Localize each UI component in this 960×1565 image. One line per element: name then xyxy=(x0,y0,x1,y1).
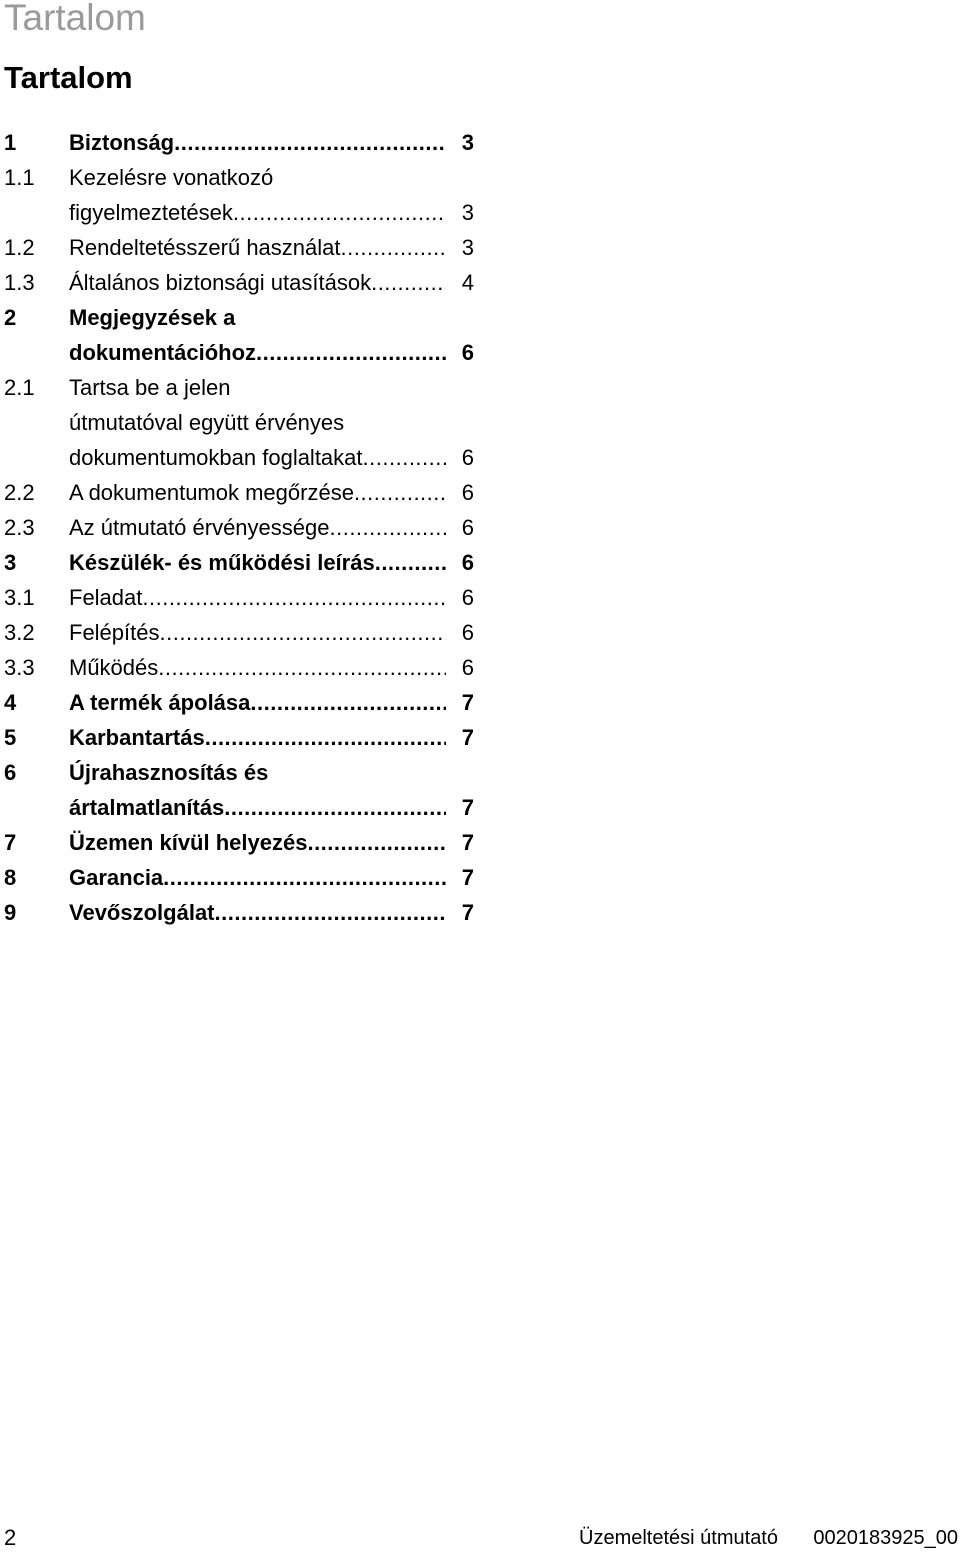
toc-leader-dots xyxy=(205,720,446,755)
toc-leader-dots xyxy=(224,790,446,825)
toc-entry-leader-line xyxy=(69,720,474,755)
toc-entry[interactable] xyxy=(4,895,474,930)
footer-document-title: Üzemeltetési útmutató xyxy=(579,1527,778,1549)
toc-entry-body xyxy=(69,720,474,755)
toc-entry-page: 6 xyxy=(461,550,474,575)
toc-leader-dots xyxy=(250,685,446,720)
footer-document-number: 0020183925_00 xyxy=(813,1527,958,1549)
toc-entry-number: 1 xyxy=(4,130,17,155)
toc-entry-title: Feladat xyxy=(69,585,143,610)
toc-entry-number: 1.3 xyxy=(4,270,35,295)
toc-leader-dots xyxy=(142,580,446,615)
toc-entry-title: Biztonság xyxy=(69,130,175,155)
toc-leader-dots xyxy=(158,650,446,685)
toc-entry-page: 7 xyxy=(461,795,474,820)
toc-leader-dots xyxy=(371,265,446,300)
toc-entry[interactable] xyxy=(4,265,474,300)
toc-entry-number: 2.1 xyxy=(4,375,35,400)
toc-entry-number: 6 xyxy=(4,760,17,785)
toc-entry-body xyxy=(69,265,474,300)
toc-entry-number: 2 xyxy=(4,305,17,330)
toc-entry-title: dokumentumokban foglaltakat xyxy=(69,445,363,470)
toc-entry-number: 2.3 xyxy=(4,515,35,540)
toc-entry-leader-line xyxy=(69,125,474,160)
toc-entry-leader-line xyxy=(69,475,474,510)
toc-entry-number: 3.1 xyxy=(4,585,35,610)
toc-entry-title: Felépítés xyxy=(69,620,160,645)
toc-entry[interactable] xyxy=(4,160,474,230)
toc-entry-leader-line xyxy=(69,545,474,580)
toc-entry-body xyxy=(69,125,474,160)
toc-entry-body xyxy=(69,545,474,580)
toc-entry-title-line: Újrahasznosítás és xyxy=(69,760,269,785)
toc-entry-page: 3 xyxy=(461,235,474,260)
toc-entry-number: 2.2 xyxy=(4,480,35,505)
running-head: Tartalom xyxy=(4,0,146,38)
toc-entry[interactable] xyxy=(4,860,474,895)
footer-page-number: 2 xyxy=(4,1525,17,1550)
toc-entry-page: 6 xyxy=(461,620,474,645)
toc-entry-body xyxy=(69,825,474,860)
toc-entry-number: 5 xyxy=(4,725,17,750)
toc-leader-dots xyxy=(160,615,447,650)
toc-entry[interactable] xyxy=(4,615,474,650)
toc-entry-title: ártalmatlanítás xyxy=(69,795,225,820)
toc-entry-number: 4 xyxy=(4,690,17,715)
toc-entry-title: dokumentációhoz xyxy=(69,340,257,365)
toc-entry-body xyxy=(69,475,474,510)
toc-entry-title: Vevőszolgálat xyxy=(69,900,215,925)
toc-entry-page: 6 xyxy=(461,655,474,680)
toc-entry-page: 7 xyxy=(461,725,474,750)
toc-entry-title: Karbantartás xyxy=(69,725,205,750)
toc-entry[interactable] xyxy=(4,685,474,720)
toc-leader-dots xyxy=(307,825,446,860)
toc-entry-number: 9 xyxy=(4,900,17,925)
toc-entry[interactable] xyxy=(4,755,474,825)
toc-entry-title-line: Tartsa be a jelen xyxy=(69,375,231,400)
toc-leader-dots xyxy=(163,860,446,895)
toc-entry-page: 7 xyxy=(461,830,474,855)
toc-entry-title: A dokumentumok megőrzése xyxy=(69,480,354,505)
toc-entry-leader-line xyxy=(69,825,474,860)
toc-entry-title: A termék ápolása xyxy=(69,690,251,715)
toc-entry-page: 3 xyxy=(461,200,474,225)
toc-leader-dots xyxy=(256,335,446,370)
toc-entry[interactable] xyxy=(4,580,474,615)
toc-entry-page: 6 xyxy=(461,515,474,540)
toc-entry-leader-line xyxy=(69,615,474,650)
toc-entry-body xyxy=(69,230,474,265)
toc-entry-page: 6 xyxy=(461,445,474,470)
toc-entry[interactable] xyxy=(4,475,474,510)
toc-entry-title: Működés xyxy=(69,655,159,680)
toc-entry-body xyxy=(69,580,474,615)
page-footer xyxy=(0,1525,960,1565)
toc-entry-leader-line xyxy=(69,860,474,895)
toc-entry-leader-line xyxy=(69,685,474,720)
toc-entry-title-line: Megjegyzések a xyxy=(69,305,236,330)
toc-entry-body xyxy=(69,370,474,475)
toc-entry-leader-line xyxy=(69,790,474,825)
toc-entry-number: 3 xyxy=(4,550,17,575)
toc-entry-page: 3 xyxy=(461,130,474,155)
toc-entry-title: Rendeltetésszerű használat xyxy=(69,235,341,260)
toc-entry-leader-line xyxy=(69,195,474,230)
page-title: Tartalom xyxy=(4,60,133,95)
toc-leader-dots xyxy=(215,895,446,930)
toc-leader-dots xyxy=(363,440,446,475)
toc-entry[interactable] xyxy=(4,650,474,685)
toc-entry-title: Az útmutató érvényessége xyxy=(69,515,330,540)
toc-entry-leader-line xyxy=(69,650,474,685)
toc-entry[interactable] xyxy=(4,125,474,160)
toc-entry[interactable] xyxy=(4,825,474,860)
toc-leader-dots xyxy=(354,475,446,510)
toc-entry[interactable] xyxy=(4,545,474,580)
toc-entry[interactable] xyxy=(4,370,474,475)
toc-leader-dots xyxy=(174,125,446,160)
toc-entry-title: Üzemen kívül helyezés xyxy=(69,830,308,855)
toc-entry-number: 8 xyxy=(4,865,17,890)
toc-entry-title: Általános biztonsági utasítások xyxy=(69,270,372,295)
toc-entry-page: 7 xyxy=(461,865,474,890)
toc-entry-body xyxy=(69,300,474,370)
toc-entry[interactable] xyxy=(4,230,474,265)
toc-leader-dots xyxy=(329,510,446,545)
toc-entry-number: 3.2 xyxy=(4,620,35,645)
toc-entry-title: figyelmeztetések xyxy=(69,200,233,225)
toc-entry-leader-line xyxy=(69,335,474,370)
toc-entry-number: 7 xyxy=(4,830,17,855)
toc-entry-page: 4 xyxy=(461,270,474,295)
toc-entry-number: 3.3 xyxy=(4,655,35,680)
toc-entry-body xyxy=(69,510,474,545)
toc-entry-leader-line xyxy=(69,580,474,615)
toc-entry[interactable] xyxy=(4,720,474,755)
toc-entry-body xyxy=(69,895,474,930)
toc-entry-page: 6 xyxy=(461,585,474,610)
toc-entry-page: 6 xyxy=(461,480,474,505)
toc-entry-body xyxy=(69,860,474,895)
toc-entry-number: 1.2 xyxy=(4,235,35,260)
toc-entry[interactable] xyxy=(4,510,474,545)
toc-entry-body xyxy=(69,685,474,720)
toc-entry[interactable] xyxy=(4,300,474,370)
toc-entry-title-line: útmutatóval együtt érvényes xyxy=(69,410,345,435)
toc-entry-page: 6 xyxy=(461,340,474,365)
toc-entry-leader-line xyxy=(69,230,474,265)
toc-entry-body xyxy=(69,755,474,825)
toc-entry-title-line: Kezelésre vonatkozó xyxy=(69,165,274,190)
toc-entry-body xyxy=(69,650,474,685)
toc-leader-dots xyxy=(375,545,446,580)
toc-entry-title: Készülék- és működési leírás xyxy=(69,550,375,575)
toc-entry-leader-line xyxy=(69,510,474,545)
toc-entry-body xyxy=(69,160,474,230)
toc-entry-body xyxy=(69,615,474,650)
toc-entry-leader-line xyxy=(69,440,474,475)
toc-entry-number: 1.1 xyxy=(4,165,35,190)
toc-entry-title: Garancia xyxy=(69,865,164,890)
toc-entry-page: 7 xyxy=(461,900,474,925)
toc-entry-leader-line xyxy=(69,895,474,930)
toc-entry-page: 7 xyxy=(461,690,474,715)
table-of-contents xyxy=(4,125,474,930)
toc-entry-leader-line xyxy=(69,265,474,300)
toc-leader-dots xyxy=(233,195,446,230)
toc-leader-dots xyxy=(341,230,447,265)
